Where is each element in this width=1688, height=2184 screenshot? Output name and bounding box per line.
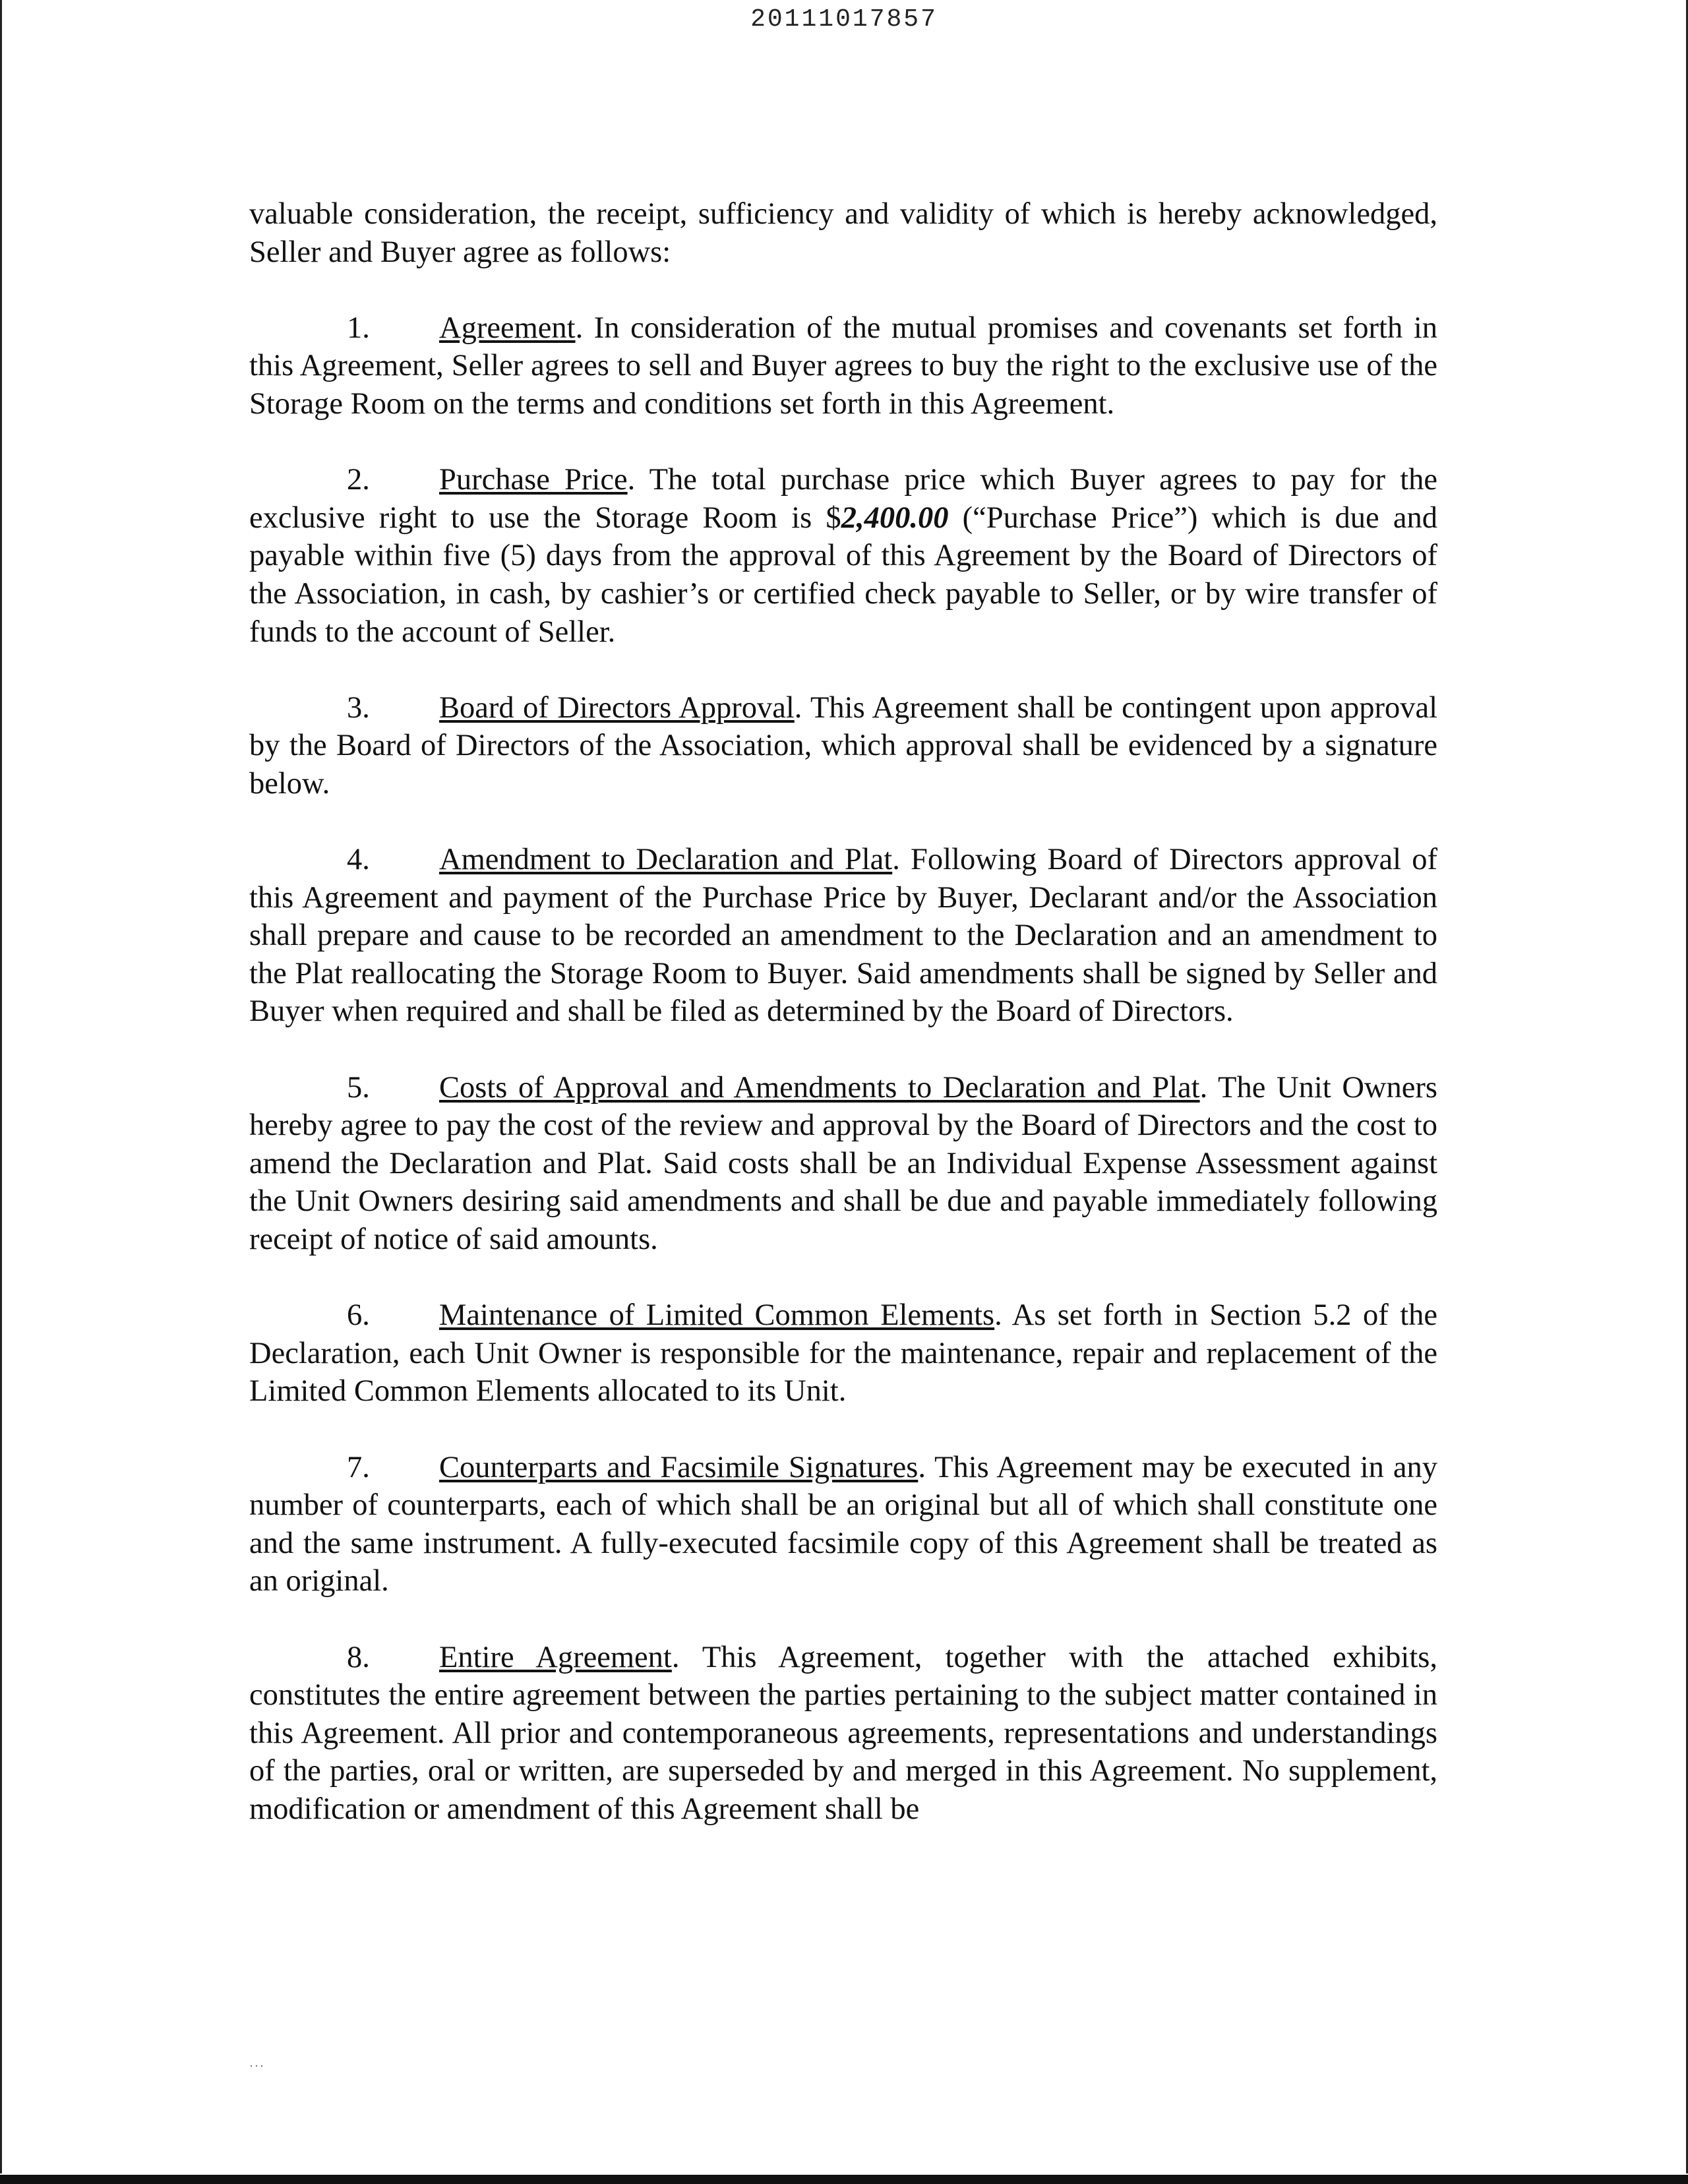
section-4 xyxy=(249,841,1437,1031)
section-heading: Board of Directors Approval xyxy=(439,690,795,725)
section-text: . This Agreement shall be contingent upon approval by the Board of Directors of the Association, which approval shall be evidenced by a signature below. xyxy=(249,690,1438,801)
section-text: . The Unit Owners hereby agree to pay the cost of the review and approval by the Board of Directors and the cost to amend the Declaration and Plat. Said costs shall be an Individual Expense Assessment against the Unit Owners desiring said amendments and shall be due and payable immediately following receipt of notice of said amounts. xyxy=(249,1070,1437,1257)
section-heading: Purchase Price xyxy=(439,463,628,497)
section-heading: Maintenance of Limited Common Elements xyxy=(439,1298,995,1333)
section-number: 3. xyxy=(347,690,370,725)
section-3 xyxy=(249,689,1437,803)
section-5 xyxy=(249,1069,1437,1259)
section-text: (“Purchase Price”) which is due and payable within five (5) days from the approval of this Agreement by the Board of Directors of the Association, in cash, by cashier’s or certified check payable to Seller, or by wire transfer of funds to the account of Seller. xyxy=(249,501,1437,649)
purchase-price-amount: 2,400.00 xyxy=(841,501,949,535)
section-number: 1. xyxy=(347,311,370,345)
section-heading: Entire Agreement xyxy=(439,1640,672,1674)
section-8 xyxy=(249,1639,1437,1829)
section-text: . The total purchase price which Buyer agrees to pay for the exclusive right to use the Storage Room is $ xyxy=(249,463,1438,535)
intro-paragraph: valuable consideration, the receipt, sufficiency and validity of which is hereby acknowledged, Seller and Buyer agree as follows: xyxy=(249,197,1437,269)
section-number: 6. xyxy=(347,1298,370,1333)
scan-edge-bottom xyxy=(0,2175,1688,2184)
section-text: . Following Board of Directors approval of this Agreement and payment of the Purchase Price by Buyer, Declarant and/or the Association shall prepare and cause to be recorded an amendment to the Declaration and an amendment to the Plat reallocating the Storage Room to Buyer. Said amendments shall be signed by Seller and Buyer when required and shall be filed as determined by the Board of Directors. xyxy=(249,843,1437,1029)
section-text: . As set forth in Section 5.2 of the Declaration, each Unit Owner is responsible for the maintenance, repair and replacement of the Limited Common Elements allocated to its Unit. xyxy=(249,1298,1437,1409)
section-text: . This Agreement may be executed in any number of counterparts, each of which shall be an original but all of which shall constitute one and the same instrument. A fully-executed facsimile copy of this Agreement shall be treated as an original. xyxy=(249,1450,1437,1598)
section-number: 4. xyxy=(347,843,370,877)
section-text: . This Agreement, together with the attached exhibits, constitutes the entire agreement between the parties pertaining to the subject matter contained in this Agreement. All prior and contemporaneous agreements, representations and understandings of the parties, oral or written, are superseded by and merged in this Agreement. No supplement, modification or amendment of this Agreement shall be xyxy=(249,1640,1437,1826)
section-heading: Agreement xyxy=(439,311,576,345)
section-number: 8. xyxy=(347,1640,370,1674)
section-2 xyxy=(249,461,1437,651)
section-heading: Amendment to Declaration and Plat xyxy=(439,843,893,877)
scan-edge-left xyxy=(0,0,2,2173)
section-1 xyxy=(249,309,1437,423)
section-6 xyxy=(249,1296,1437,1410)
document-number: 20111017857 xyxy=(750,5,938,34)
section-number: 7. xyxy=(347,1450,370,1484)
section-heading: Costs of Approval and Amendments to Declaration and Plat xyxy=(439,1070,1200,1105)
agreement-body xyxy=(249,195,1437,1866)
section-text: . In consideration of the mutual promises and covenants set forth in this Agreement, Seller agrees to sell and Buyer agrees to buy the right to the exclusive use of the Storage Room on the terms and conditions set forth in this Agreement. xyxy=(249,311,1437,421)
section-number: 5. xyxy=(347,1070,370,1105)
section-7 xyxy=(249,1449,1437,1600)
footer-mark: ··· xyxy=(249,2059,265,2073)
section-number: 2. xyxy=(347,463,370,497)
section-heading: Counterparts and Facsimile Signatures xyxy=(439,1450,919,1484)
